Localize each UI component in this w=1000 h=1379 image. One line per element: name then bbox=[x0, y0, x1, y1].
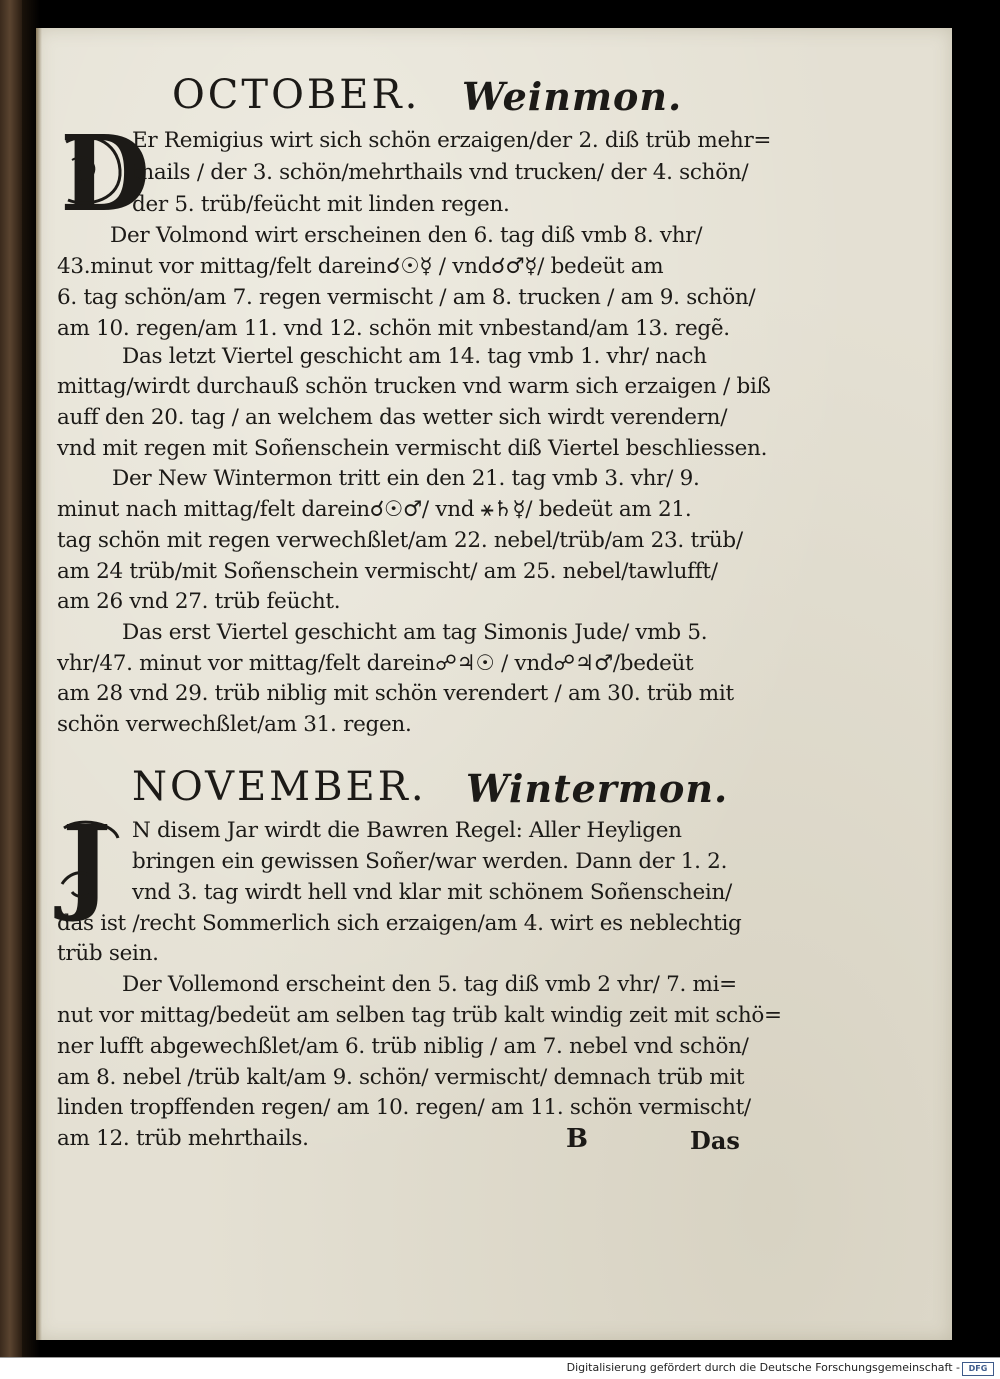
initial-flourish-icon bbox=[58, 818, 128, 902]
november-line-9: am 8. nebel /trüb kalt/am 9. schön/ vermischt/ demnach trüb mit bbox=[57, 1065, 745, 1090]
november-initial-letter: J bbox=[62, 802, 112, 925]
october-line-6: 6. tag schön/am 7. regen vermischt / am 8. trucken / am 9. schön/ bbox=[57, 285, 756, 310]
page-edge bbox=[36, 28, 42, 1340]
initial-flourish-icon bbox=[58, 130, 128, 210]
november-line-7: nut vor mittag/bedeüt am selben tag trüb kalt windig zeit mit schö= bbox=[57, 1003, 782, 1028]
october-line-7: am 10. regen/am 11. vnd 12. schön mit vnbestand/am 13. regẽ. bbox=[57, 316, 730, 341]
october-line-3: der 5. trüb/feücht mit linden regen. bbox=[132, 192, 510, 217]
november-line-1: N disem Jar wirdt die Bawren Regel: Aller Heyligen bbox=[132, 818, 682, 843]
october-line-14: tag schön mit regen verwechßlet/am 22. nebel/trüb/am 23. trüb/ bbox=[57, 528, 743, 553]
october-line-16: am 26 vnd 27. trüb feücht. bbox=[57, 589, 341, 614]
november-line-6: Der Vollemond erscheint den 5. tag diß vmb 2 vhr/ 7. mi= bbox=[122, 972, 737, 997]
october-line-13: minut nach mittag/felt darein☌☉♂/ vnd ⚹♄☿/ bedeüt am 21. bbox=[57, 497, 692, 522]
november-line-8: ner lufft abgewechßlet/am 6. trüb niblig / am 7. nebel vnd schön/ bbox=[57, 1034, 749, 1059]
october-line-10: auff den 20. tag / an welchem das wetter sich wirdt verendern/ bbox=[57, 405, 728, 430]
november-line-2: bringen ein gewissen Soñer/war werden. Dann der 1. 2. bbox=[132, 849, 728, 874]
october-line-12: Der New Wintermon tritt ein den 21. tag vmb 3. vhr/ 9. bbox=[112, 466, 700, 491]
october-line-8: Das letzt Viertel geschicht am 14. tag vmb 1. vhr/ nach bbox=[122, 344, 707, 369]
footer-credit-text: Digitalisierung gefördert durch die Deutsche Forschungsgemeinschaft - bbox=[566, 1361, 960, 1374]
november-heading-latin: NOVEMBER. bbox=[132, 764, 427, 810]
october-initial-letter: D bbox=[60, 112, 151, 235]
october-line-11: vnd mit regen mit Soñenschein vermischt diß Viertel beschliessen. bbox=[57, 436, 768, 461]
october-line-1: Er Remigius wirt sich schön erzaigen/der 2. diß trüb mehr= bbox=[132, 128, 772, 153]
catchword: Das bbox=[690, 1126, 740, 1155]
november-heading-german: Wintermon. bbox=[466, 766, 729, 811]
footer-bar bbox=[0, 1357, 1000, 1379]
october-line-18: vhr/47. minut vor mittag/felt darein☍♃☉ / vnd☍♃♂/bedeüt bbox=[57, 651, 694, 676]
october-heading-latin: OCTOBER. bbox=[172, 72, 421, 118]
october-line-9: mittag/wirdt durchauß schön trucken vnd warm sich erzaigen / biß bbox=[57, 374, 771, 399]
october-line-20: schön verwechßlet/am 31. regen. bbox=[57, 712, 412, 737]
october-heading-german: Weinmon. bbox=[462, 74, 683, 119]
october-line-2: thails / der 3. schön/mehrthails vnd trucken/ der 4. schön/ bbox=[132, 160, 749, 185]
dfg-logo: DFG bbox=[962, 1362, 994, 1376]
november-line-11: am 12. trüb mehrthails. bbox=[57, 1126, 309, 1151]
november-line-5: trüb sein. bbox=[57, 941, 159, 966]
october-line-17: Das erst Viertel geschicht am tag Simonis Jude/ vmb 5. bbox=[122, 620, 708, 645]
signature-mark: B bbox=[566, 1124, 588, 1154]
book-binding bbox=[0, 0, 22, 1358]
october-line-5: 43.minut vor mittag/felt darein☌☉☿ / vnd☌♂☿/ bedeüt am bbox=[57, 254, 664, 279]
october-line-15: am 24 trüb/mit Soñenschein vermischt/ am 25. nebel/tawlufft/ bbox=[57, 559, 718, 584]
november-line-4: das ist /recht Sommerlich sich erzaigen/am 4. wirt es neblechtig bbox=[57, 911, 742, 936]
october-line-4: Der Volmond wirt erscheinen den 6. tag diß vmb 8. vhr/ bbox=[110, 223, 703, 248]
october-line-19: am 28 vnd 29. trüb niblig mit schön verendert / am 30. trüb mit bbox=[57, 681, 734, 706]
november-line-3: vnd 3. tag wirdt hell vnd klar mit schönem Soñenschein/ bbox=[132, 880, 732, 905]
november-line-10: linden tropffenden regen/ am 10. regen/ am 11. schön vermischt/ bbox=[57, 1095, 751, 1120]
